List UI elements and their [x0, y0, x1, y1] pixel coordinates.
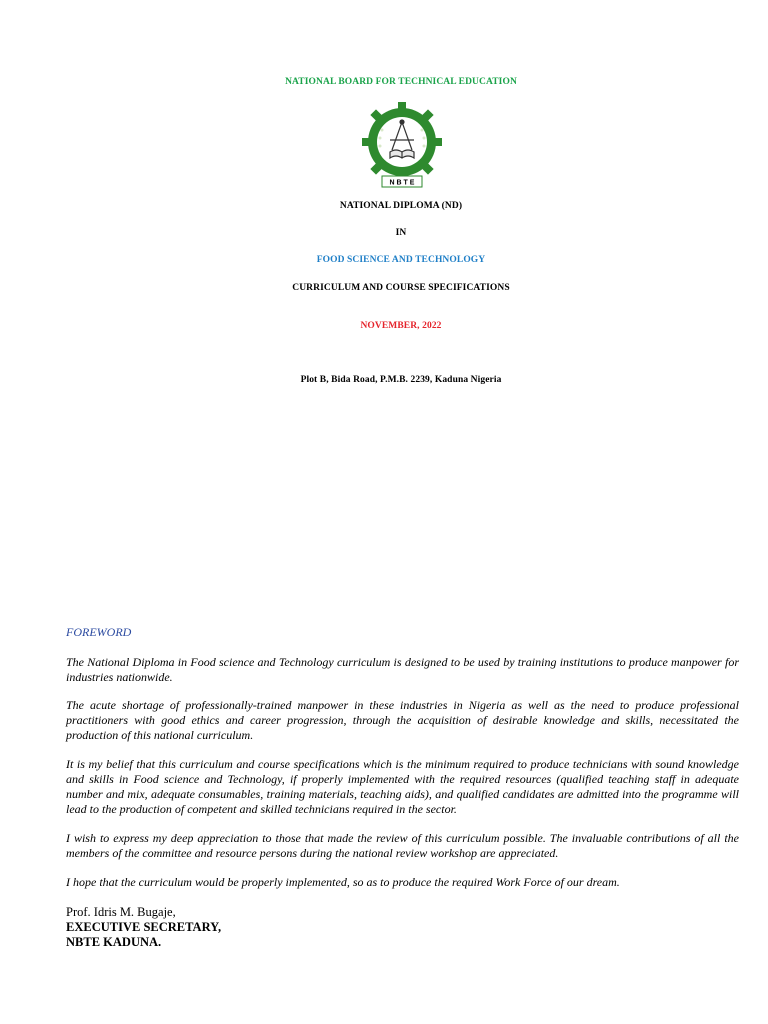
signatory-name: Prof. Idris M. Bugaje, [66, 905, 176, 919]
curriculum-title: CURRICULUM AND COURSE SPECIFICATIONS [292, 283, 510, 293]
logo-banner-text: N B T E [389, 179, 415, 187]
foreword-paragraph-3: It is my belief that this curriculum and course specifications which is the minimum required to produce technicians with sound knowledge and skills in Food science and Technology, if properly implemented with the required resources (qualified teaching staff in adequate number and mix, adequate consumables, training materials, teaching aids), and qualified candidates are admitted into the programme will lead to the production of competent and skilled technicians required in the sector. [66, 757, 739, 816]
foreword-paragraph-5: I hope that the curriculum would be properly implemented, so as to produce the required Work Force of our dream. [66, 875, 620, 889]
address-line: Plot B, Bida Road, P.M.B. 2239, Kaduna Nigeria [300, 375, 502, 385]
organization-title: NATIONAL BOARD FOR TECHNICAL EDUCATION [285, 77, 517, 87]
diploma-title: NATIONAL DIPLOMA (ND) [339, 201, 463, 211]
date-label: NOVEMBER, 2022 [360, 321, 442, 331]
in-label: IN [395, 228, 407, 238]
foreword-paragraph-4: I wish to express my deep appreciation to those that made the review of this curriculum possible. The invaluable contributions of all the members of the committee and resource persons during the national review workshop are appreciated. [66, 831, 739, 860]
foreword-paragraph-2: The acute shortage of professionally-trained manpower in these industries in Nigeria as well as the need to produce professional practitioners with good ethics and career progression, through the acquisition of desirable knowledge and skills, necessitated the production of this national curriculum. [66, 698, 739, 742]
signatory-title: EXECUTIVE SECRETARY, [66, 920, 222, 934]
foreword-paragraph-1: The National Diploma in Food science and Technology curriculum is designed to be used by training institutions to produce manpower for industries nationwide. [66, 655, 739, 684]
signatory-org: NBTE KADUNA. [66, 935, 162, 949]
nbte-seal-icon [360, 100, 444, 190]
foreword-heading: FOREWORD [66, 625, 132, 639]
program-title: FOOD SCIENCE AND TECHNOLOGY [316, 255, 486, 265]
